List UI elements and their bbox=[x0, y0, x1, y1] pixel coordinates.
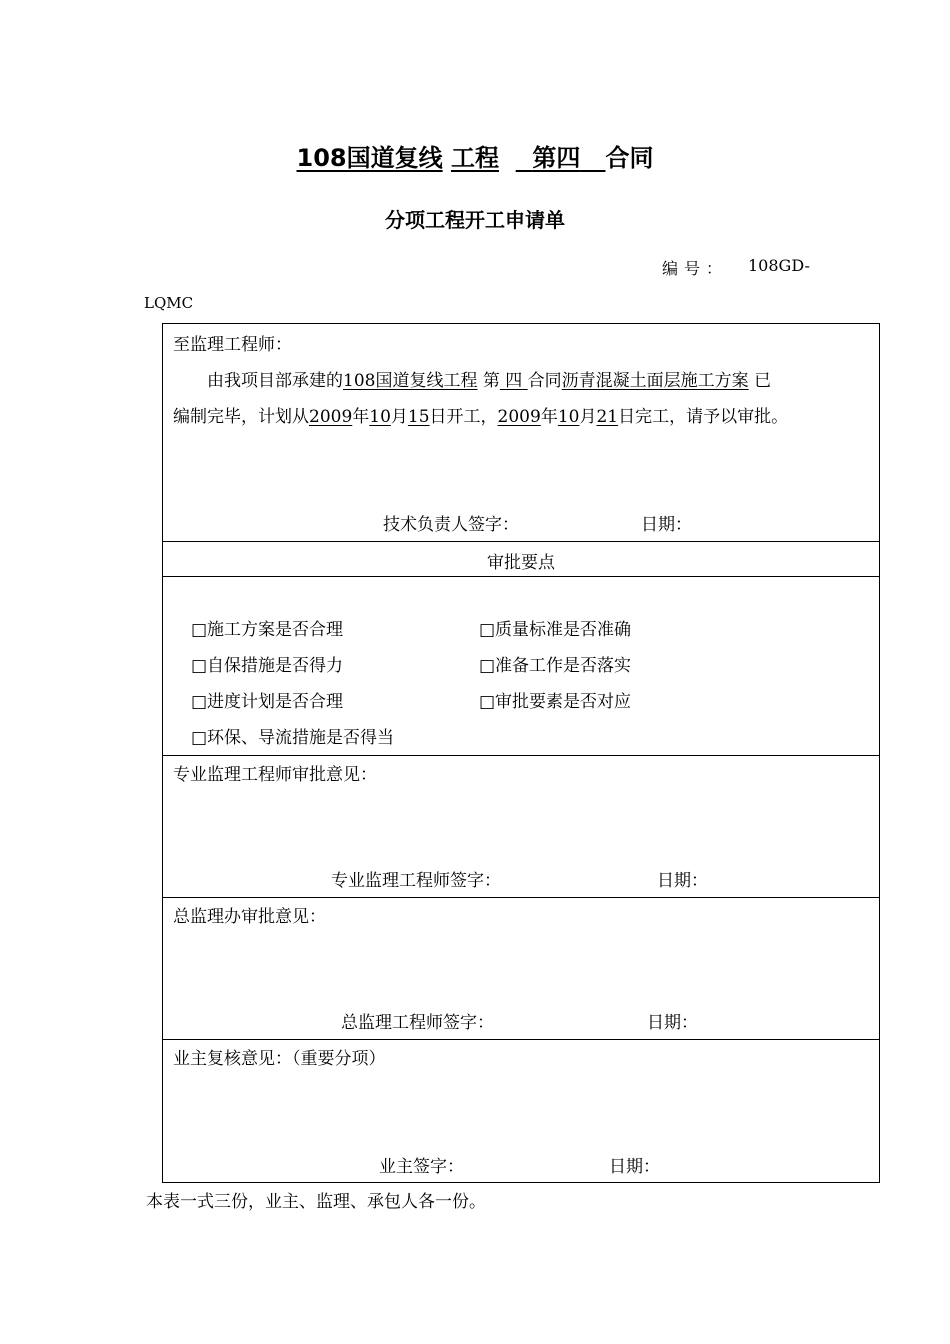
chief-date-label: 日期： bbox=[647, 1013, 698, 1033]
title-contract: 合同 bbox=[605, 144, 654, 172]
specialist-date-label: 日期： bbox=[657, 871, 708, 891]
application-line-1: 由我项目部承建的108国道复线工程 第 四 合同沥青混凝土面层施工方案 已 bbox=[207, 371, 772, 391]
checklist-item[interactable]: □准备工作是否落实 bbox=[479, 656, 632, 676]
owner-review-heading: 业主复核意见：（重要分项） bbox=[173, 1049, 386, 1069]
code-value: 108GD- bbox=[748, 256, 810, 275]
checklist-item[interactable]: □审批要素是否对应 bbox=[479, 692, 632, 712]
application-line-2: 编制完毕，计划从2009年10月15日开工，2009年10月21日完工，请予以审批。 bbox=[173, 407, 789, 427]
checklist-item[interactable]: □自保措施是否得力 bbox=[191, 656, 344, 676]
approval-points-section bbox=[162, 576, 880, 756]
chief-signature-label: 总监理工程师签字： bbox=[341, 1013, 494, 1033]
tech-lead-signature-label: 技术负责人签字： bbox=[383, 515, 519, 535]
addressee-label: 至监理工程师： bbox=[173, 335, 292, 355]
end-year: 2009 bbox=[497, 407, 541, 427]
specialist-review-section bbox=[162, 755, 880, 898]
title-contract-no: 第四 bbox=[532, 144, 581, 172]
checklist-item[interactable]: □施工方案是否合理 bbox=[191, 620, 344, 640]
document-title bbox=[0, 138, 950, 173]
end-day: 21 bbox=[596, 407, 619, 427]
owner-review-section bbox=[162, 1039, 880, 1183]
title-project: 108国道复线 bbox=[296, 144, 443, 172]
footer-note: 本表一式三份，业主、监理、承包人各一份。 bbox=[146, 1192, 486, 1212]
approval-points-heading: 审批要点 bbox=[487, 553, 555, 573]
checklist-item[interactable]: □质量标准是否准确 bbox=[479, 620, 632, 640]
checklist-item[interactable]: □环保、导流措施是否得当 bbox=[191, 728, 395, 748]
start-year: 2009 bbox=[309, 407, 353, 427]
tech-lead-date-label: 日期： bbox=[641, 515, 692, 535]
specialist-review-heading: 专业监理工程师审批意见： bbox=[173, 765, 377, 785]
approval-points-heading-row bbox=[162, 541, 880, 577]
owner-date-label: 日期： bbox=[609, 1157, 660, 1177]
code-label: 编号： bbox=[662, 259, 729, 278]
project-name: 108国道复线工程 bbox=[343, 371, 478, 391]
contract-number: 四 bbox=[505, 371, 523, 391]
title-work: 工程 bbox=[450, 144, 499, 172]
end-month: 10 bbox=[557, 407, 580, 427]
code-value-continued: LQMC bbox=[144, 294, 194, 312]
document-subtitle: 分项工程开工申请单 bbox=[385, 208, 565, 232]
start-day: 15 bbox=[407, 407, 430, 427]
owner-signature-label: 业主签字： bbox=[379, 1157, 464, 1177]
specialist-signature-label: 专业监理工程师签字： bbox=[331, 871, 501, 891]
start-month: 10 bbox=[369, 407, 391, 427]
chief-review-section bbox=[162, 897, 880, 1040]
checklist-item[interactable]: □进度计划是否合理 bbox=[191, 692, 344, 712]
chief-review-heading: 总监理办审批意见： bbox=[173, 907, 326, 927]
scheme-name: 沥青混凝土面层施工方案 bbox=[561, 371, 749, 391]
application-section bbox=[162, 323, 880, 542]
